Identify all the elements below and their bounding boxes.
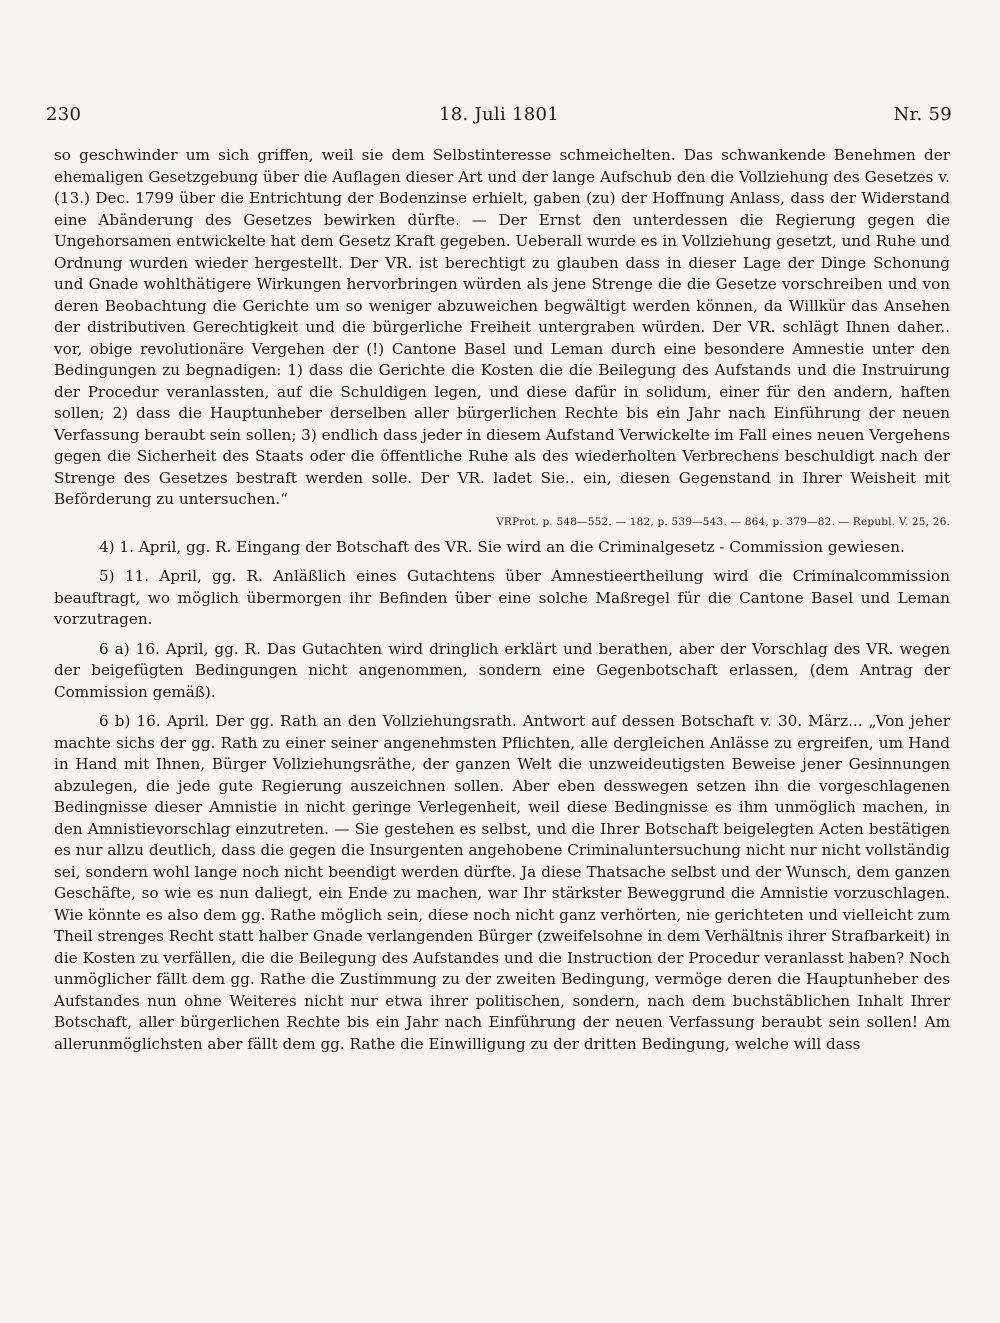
body-paragraph: so geschwinder um sich griffen, weil sie dem Selbstinteresse schmeichelten. Das schwankende Benehmen der ehemaligen Gesetzgebung über die Auflagen dieser Art und der lange Aufschub den die Vollziehung des Gesetzes v. (13.) Dec. 1799 über die Entrichtung der Bodenzinse erhielt, gaben (zu) der Hoffnung Anlass, dass der Widerstand eine Abänderung des Gesetzes bewirken dürfte. — Der Ernst den unterdessen die Regierung gegen die Ungehorsamen entwickelte hat dem Gesetz Kraft gegeben. Ueberall wurde es in Vollziehung gesetzt, und Ruhe und Ordnung wurden wieder hergestellt. Der VR. ist berechtigt zu glauben dass in dieser Lage der Dinge Schonung und Gnade wohlthätigere Wirkungen hervorbringen würden als jene Strenge die die Gesetze vorschreiben und von deren Beobachtung die Gerichte um so weniger abzuweichen begwältigt werden können, da Willkür das Ansehen der distributiven Gerechtigkeit und die bürgerliche Freiheit untergraben würden. Der VR. schlägt Ihnen daher.. vor, obige revolutionäre Vergehen der (!) Cantone Basel und Leman durch eine besondere Amnestie unter den Bedingungen zu begnadigen: 1) dass die Gerichte die Kosten die die Beilegung des Aufstands und die Instruirung der Procedur veranlassten, auf die Schuldigen legen, und diese dafür in solidum, einer für den andern, haften sollen; 2) dass die Hauptunheber derselben aller bürgerlichen Rechte bis ein Jahr nach Einführung der neuen Verfassung beraubt sein sollen; 3) endlich dass jeder in diesem Aufstand Verwickelte im Fall eines neuen Vergehens gegen die Sicherheit des Staats oder die öffentliche Ruhe als des wiederholten Verbrechens beschuldigt nach der Strenge des Gesetzes bestraft werden solle. Der VR. ladet Sie.. ein, diesen Gegenstand in Ihrer Weisheit mit Beförderung zu untersuchen.“ <box>54 146 950 508</box>
entry-6a: 6 a) 16. April, gg. R. Das Gutachten wird dringlich erklärt und berathen, aber der Vorschlag des VR. wegen der beigefügten Bedingungen nicht angenommen, sondern eine Gegenbotschaft erlassen, (dem Antrag der Commission gemäß). <box>54 639 950 701</box>
source-citation: VRProt. p. 548—552. — 182, p. 539—543. — 864, p. 379—82. — Republ. V. 25, 26. <box>496 515 950 528</box>
page-content <box>54 145 950 1055</box>
header-date: 18. Juli 1801 <box>438 104 560 125</box>
entry-6b: 6 b) 16. April. Der gg. Rath an den Vollziehungsrath. Antwort auf dessen Botschaft v. 30. März... „Von jeher machte sichs der gg. Rath zu einer seiner angenehmsten Pflichten, alle dergleichen Anlässe zu ergreifen, um Hand in Hand mit Ihnen, Bürger Vollziehungsräthe, der ganzen Welt die unzweideutigsten Beweise jener Gesinnungen abzulegen, die jede gute Regierung auszeichnen sollen. Aber eben desswegen setzen ihn die vorgeschlagenen Bedingnisse dieser Amnistie in nicht geringe Verlegenheit, weil diese Bedingnisse es ihm unmöglich machen, in den Amnistievorschlag einzutreten. — Sie gestehen es selbst, und die Ihrer Botschaft beigelegten Acten bestätigen es nur allzu deutlich, dass die gegen die Insurgenten angehobene Criminaluntersuchung nicht nur nicht vollständig sei, sondern wohl lange noch nicht beendigt werden dürfte. Ja diese Thatsache selbst und der Wunsch, dem ganzen Geschäfte, so wie es nun daliegt, ein Ende zu machen, war Ihr stärkster Beweggrund die Amnistie vorzuschlagen. Wie könnte es also dem gg. Rathe möglich sein, diese noch nicht ganz verhörten, nie gerichteten und vielleicht zum Theil strenges Recht statt halber Gnade verlangenden Bürger (zweifelsohne in dem Verhältnis ihrer Strafbarkeit) in die Kosten zu verfällen, die die Beilegung des Aufstandes und die Instruction der Procedur veranlasst haben? Noch unmöglicher fällt dem gg. Rathe die Zustimmung zu der zweiten Bedingung, vermöge deren die Hauptunheber des Aufstandes nun ohne Weiteres nicht nur etwa ihrer politischen, sondern, nach dem buchstäblichen Inhalt Ihrer Botschaft, aller bürgerlichen Rechte bis ein Jahr nach Einführung der neuen Verfassung beraubt sein sollen! Am allerunmöglichsten aber fällt dem gg. Rathe die Einwilligung zu der dritten Bedingung, welche will dass <box>54 712 950 1053</box>
page-number: 230 <box>46 104 82 125</box>
entry-4: 4) 1. April, gg. R. Eingang der Botschaft des VR. Sie wird an die Criminalgesetz - Commission gewiesen. <box>99 537 905 556</box>
page-header <box>46 104 952 134</box>
entry-5: 5) 11. April, gg. R. Anläßlich eines Gutachtens über Amnestieertheilung wird die Criminalcommission beauftragt, wo möglich übermorgen ihr Befinden über eine solche Maßregel für die Cantone Basel und Leman vorzutragen. <box>54 567 950 628</box>
document-number: Nr. 59 <box>893 104 952 125</box>
